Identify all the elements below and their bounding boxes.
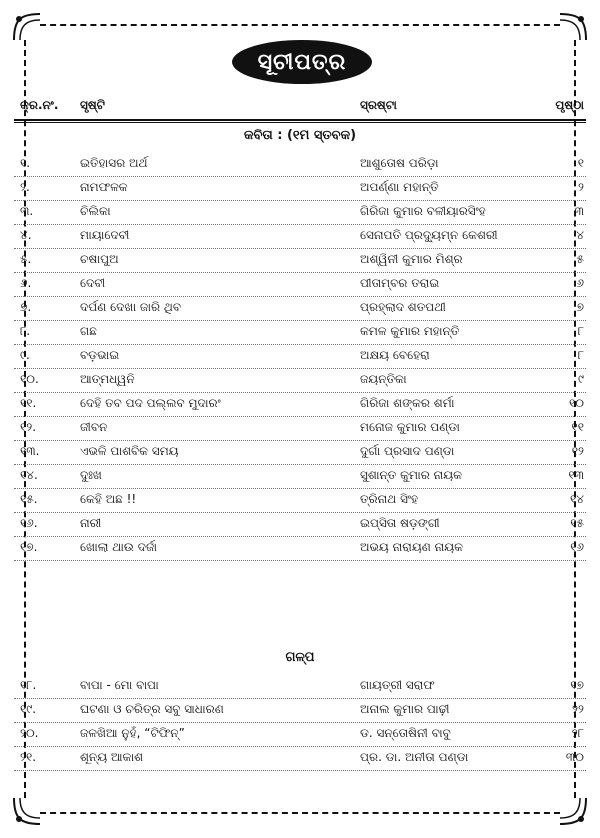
toc-row[interactable]	[14, 248, 586, 273]
work-title: ଚଷାପୁଅ	[80, 252, 119, 266]
page-number: ୧୭	[570, 678, 584, 692]
serial-number: ୧.	[20, 156, 31, 170]
work-title: ଶୂନ୍ୟ ଆକାଶ	[80, 750, 144, 764]
author-name: ଦୁର୍ଗା ପ୍ରସାଦ ପଣ୍ଡା	[360, 444, 455, 458]
author-name: ସେନାପତି ପ୍ରଦ୍ୟୁମ୍ନ କେଶରୀ	[360, 228, 498, 242]
toc-row[interactable]	[14, 536, 586, 561]
work-title: ଇତିହାସର ଅର୍ଥ	[80, 156, 148, 170]
work-title: ଜଳଖିଆ ନୁହଁ, “ଟିଫିନ୍”	[80, 726, 185, 740]
author-name: ଗିରିଜା ଶଙ୍କର ଶର୍ମା	[360, 396, 455, 410]
work-title: ଖୋଲା ଥାଉ ଦର୍ଜା	[80, 540, 158, 554]
author-name: ସୁଶାନ୍ତ କୁମାର ନାୟକ	[360, 468, 463, 482]
toc-row[interactable]	[14, 722, 586, 747]
serial-number: ୬.	[20, 276, 32, 290]
work-title: ନାମଫଳକ	[80, 180, 128, 194]
toc-row[interactable]	[14, 200, 586, 225]
page-number: ୮	[577, 324, 584, 338]
page-number: ୫	[576, 252, 584, 266]
section-title: କବିତା : (୧ମ ସ୍ତବକ)	[243, 128, 357, 143]
toc-row[interactable]	[14, 152, 586, 177]
page-number: ୨୨	[572, 702, 584, 716]
toc-row[interactable]	[14, 464, 586, 489]
serial-number: ୧୫.	[20, 492, 38, 506]
page-number: ୧	[577, 156, 584, 170]
page-number: ୩୦	[565, 750, 584, 764]
toc-row[interactable]	[14, 416, 586, 441]
page-number: ୨	[578, 180, 584, 194]
author-name: ଅପର୍ଣ୍ଣା ମହାନ୍ତି	[360, 180, 439, 194]
author-name: ଗିରିଜା କୁମାର ବଳୀୟାରସିଂହ	[360, 204, 486, 218]
serial-number: ୨୧.	[20, 750, 37, 764]
serial-number: ୨୦.	[20, 726, 39, 740]
toc-row[interactable]	[14, 512, 586, 537]
serial-number: ୪.	[20, 228, 32, 242]
header-work: ସୃଷ୍ଟି	[80, 98, 105, 112]
toc-row[interactable]	[14, 272, 586, 297]
serial-number: ୧୭.	[20, 540, 38, 554]
author-name: ଆଶୁତୋଷ ପରିଡ଼ା	[360, 156, 439, 170]
author-name: ଇପ୍‌ସିତା ଷଡ଼ଙ୍ଗୀ	[360, 516, 440, 530]
header-serial: କ୍ର.ନଂ.	[20, 98, 59, 112]
page-number: ୭	[576, 300, 584, 314]
author-name: ପୀତାମ୍ବର ତରାଇ	[360, 276, 440, 290]
page-number: ୧୦	[569, 396, 584, 410]
toc-row[interactable]	[14, 746, 586, 771]
serial-number: ୧୦.	[20, 372, 39, 386]
toc-row[interactable]	[14, 224, 586, 249]
serial-number: ୧୧.	[20, 396, 37, 410]
work-title: ଜୀବନ	[80, 420, 108, 434]
work-title: ବଡ଼ଭାଇ	[80, 348, 120, 362]
work-title: ନାରୀ	[80, 516, 102, 530]
work-title: ଆତ୍ମଧ୍ୱନି	[80, 372, 135, 386]
work-title: ମାୟାଦେବୀ	[80, 228, 130, 242]
page-number: ୩	[574, 204, 584, 218]
author-name: ପ୍ରହ୍ଲାଦ ଶତପଥୀ	[360, 300, 446, 314]
work-title: କେହି ଅଛ !!	[80, 492, 137, 506]
toc-row[interactable]	[14, 368, 586, 393]
toc-row[interactable]	[14, 320, 586, 345]
work-title: ଘଟଣା ଓ ଚରିତ୍ର ସବୁ ସାଧାରଣ	[80, 702, 224, 716]
author-name: ତ୍ରିନାଥ ସିଂହ	[360, 492, 418, 506]
author-name: ଜୟନ୍ତିକା	[360, 372, 407, 386]
header-page: ପୃଷ୍ଠା	[555, 98, 584, 112]
toc-row[interactable]	[14, 698, 586, 723]
page-number: ୧୪	[570, 492, 584, 506]
page-number: ୧୩	[568, 468, 584, 482]
toc-row[interactable]	[14, 296, 586, 321]
corner-ornament-icon	[554, 792, 590, 828]
section-title: ଗଳ୍ପ	[285, 650, 315, 665]
serial-number: ୨.	[20, 180, 30, 194]
page-number: ୮	[577, 348, 584, 362]
toc-row[interactable]	[14, 440, 586, 465]
serial-number: ୩.	[20, 204, 34, 218]
author-name: ଅକ୍ଷୟ ବେହେରା	[360, 348, 430, 362]
toc-row[interactable]	[14, 674, 586, 699]
corner-ornament-icon	[554, 10, 590, 46]
author-name: ମନୋଜ କୁମାର ପଣ୍ଡା	[360, 420, 460, 434]
page-number: ୧୬	[570, 540, 584, 554]
header-author: ସ୍ରଷ୍ଟା	[360, 98, 397, 112]
serial-number: ୧୪.	[20, 468, 38, 482]
toc-row[interactable]	[14, 392, 586, 417]
border-top	[40, 24, 560, 26]
author-name: ଅଶ୍ୱିନୀ କୁମାର ମିଶ୍ର	[360, 252, 463, 266]
page-number: ୯	[578, 372, 584, 386]
author-name: ପ୍ର. ଡା. ଅନୀତା ପଣ୍ଡା	[360, 750, 469, 764]
author-name: କମଳ କୁମାର ମହାନ୍ତି	[360, 324, 460, 338]
serial-number: ୧୨.	[20, 420, 37, 434]
corner-ornament-icon	[10, 792, 46, 828]
corner-ornament-icon	[10, 10, 46, 46]
author-name: ଅଭୟ ନାରାୟଣ ନାୟକ	[360, 540, 464, 554]
work-title: ଦୁଃଖ	[80, 468, 102, 482]
work-title: ଗଛ	[80, 324, 97, 338]
page-title: ସୂଚୀପତ୍ର	[232, 40, 372, 84]
page-number: ୨୮	[571, 726, 584, 740]
serial-number: ୮.	[20, 324, 31, 338]
work-title: ଦେବୀ	[80, 276, 106, 290]
toc-row[interactable]	[14, 344, 586, 369]
page-number: ୪	[576, 228, 584, 242]
serial-number: ୯.	[20, 348, 30, 362]
serial-number: ୫.	[20, 252, 32, 266]
serial-number: ୧୩.	[20, 444, 40, 458]
header-rule-thin	[14, 122, 586, 123]
serial-number: ୭.	[20, 300, 32, 314]
work-title: ଦର୍ପଣ ଦେଖା ଜାରି ଥିବ	[80, 300, 182, 314]
work-title: ବାପା - ମୋ ବାପା	[80, 678, 159, 692]
serial-number: ୧୬.	[20, 516, 38, 530]
author-name: ଅନାଲ କୁମାର ପାଢ଼ୀ	[360, 702, 450, 716]
author-name: ଡ. ସନ୍ତୋଷିନୀ ବାବୁ	[360, 726, 451, 740]
border-bottom	[40, 812, 560, 814]
work-title: ଏଭଳି ପାଶବିକ ସମୟ	[80, 444, 179, 458]
page-number: ୬	[576, 276, 584, 290]
serial-number: ୧୮.	[20, 678, 37, 692]
work-title: ଚିଲିକା	[80, 204, 111, 218]
work-title: ଦେହି ତବ ପଦ ପଲ୍ଲବ ମୁଦାରଂ	[80, 396, 221, 410]
page-number: ୧୫	[570, 516, 584, 530]
serial-number: ୧୯.	[20, 702, 37, 716]
page-number: ୧୨	[571, 444, 584, 458]
page-number: ୧୧	[571, 420, 584, 434]
toc-row[interactable]	[14, 488, 586, 513]
header-rule	[14, 119, 586, 121]
table-header	[14, 98, 586, 120]
toc-row[interactable]	[14, 176, 586, 201]
author-name: ଗାୟତ୍ରୀ ସରାଫ	[360, 678, 435, 692]
